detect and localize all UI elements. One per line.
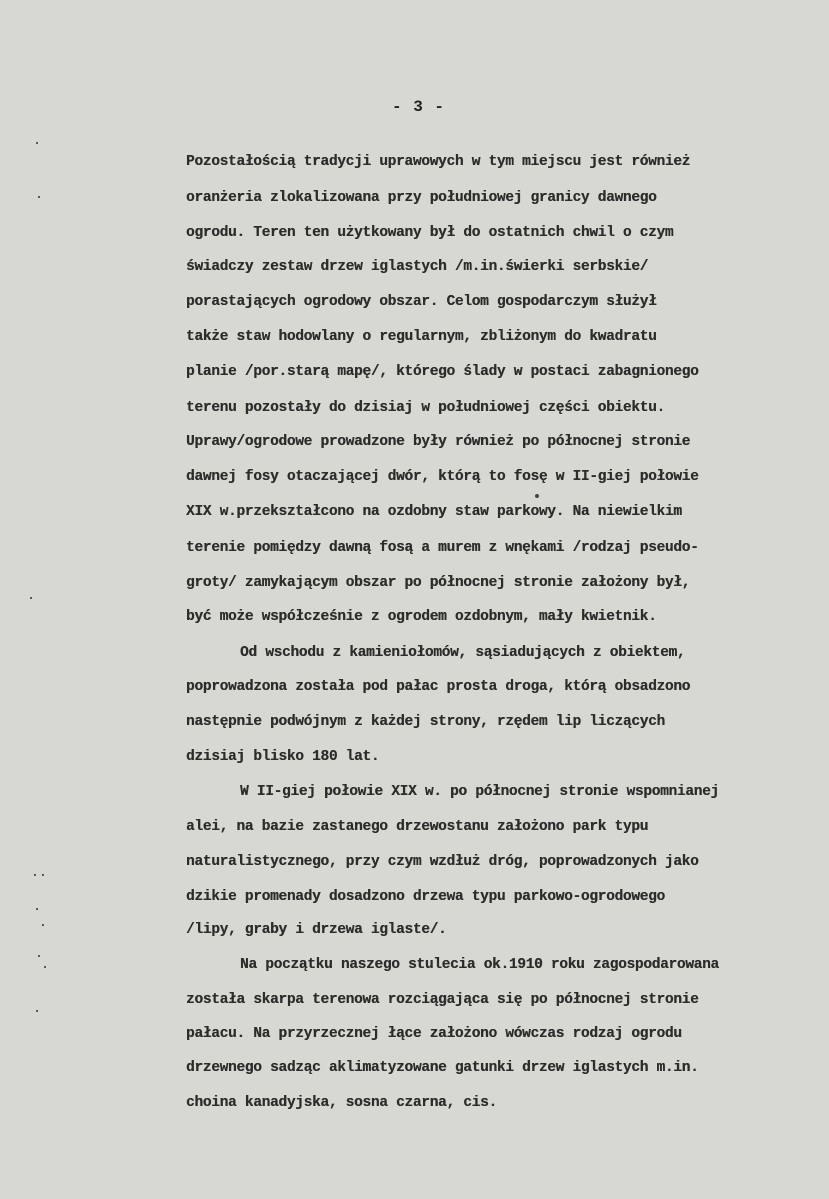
text-line: pałacu. Na przyrzecznej łące założono wówczas rodzaj ogrodu: [186, 1026, 682, 1042]
text-line: W II-giej połowie XIX w. po północnej stronie wspomnianej: [240, 784, 719, 800]
text-line: ogrodu. Teren ten użytkowany był do ostatnich chwil o czym: [186, 225, 674, 241]
text-line: planie /por.starą mapę/, którego ślady w postaci zabagnionego: [186, 364, 699, 380]
scan-speck: [36, 1010, 38, 1012]
scan-speck: [38, 196, 40, 198]
text-line: Na początku naszego stulecia ok.1910 roku zagospodarowana: [240, 957, 719, 973]
text-line: oranżeria zlokalizowana przy południowej granicy dawnego: [186, 190, 657, 206]
text-line: Od wschodu z kamieniołomów, sąsiadujących z obiektem,: [240, 645, 686, 661]
text-line: alei, na bazie zastanego drzewostanu założono park typu: [186, 819, 649, 835]
scan-speck: [34, 874, 36, 876]
text-line: /lipy, graby i drzewa iglaste/.: [186, 922, 447, 938]
text-line: dzikie promenady dosadzono drzewa typu parkowo-ogrodowego: [186, 889, 665, 905]
text-line: groty/ zamykającym obszar po północnej stronie założony był,: [186, 575, 691, 591]
page-number: - 3 -: [392, 98, 446, 116]
text-line: drzewnego sadząc aklimatyzowane gatunki drzew iglastych m.in.: [186, 1060, 699, 1076]
scan-speck: [36, 908, 38, 910]
text-line: została skarpa terenowa rozciągająca się po północnej stronie: [186, 992, 699, 1008]
text-line: świadczy zestaw drzew iglastych /m.in.świerki serbskie/: [186, 259, 649, 275]
text-line: także staw hodowlany o regularnym, zbliżonym do kwadratu: [186, 329, 657, 345]
text-line: być może współcześnie z ogrodem ozdobnym, mały kwietnik.: [186, 609, 657, 625]
text-line: następnie podwójnym z każdej strony, rzędem lip liczących: [186, 714, 665, 730]
text-line: naturalistycznego, przy czym wzdłuż dróg, poprowadzonych jako: [186, 854, 699, 870]
text-line: poprowadzona została pod pałac prosta droga, którą obsadzono: [186, 679, 691, 695]
text-line: XIX w.przekształcono na ozdobny staw parkowy. Na niewielkim: [186, 504, 682, 520]
text-line: Pozostałością tradycji uprawowych w tym miejscu jest również: [186, 154, 691, 170]
scan-speck: [42, 924, 44, 926]
scan-speck: [30, 597, 32, 599]
text-line: dzisiaj blisko 180 lat.: [186, 749, 380, 765]
scan-speck: [38, 955, 40, 957]
scan-speck: [44, 966, 46, 968]
text-line: porastających ogrodowy obszar. Celom gospodarczym służył: [186, 294, 657, 310]
text-line: Uprawy/ogrodowe prowadzone były również po północnej stronie: [186, 434, 691, 450]
text-line: terenu pozostały do dzisiaj w południowej części obiektu.: [186, 400, 665, 416]
scan-speck: [36, 142, 38, 144]
text-line: choina kanadyjska, sosna czarna, cis.: [186, 1095, 497, 1111]
text-line: dawnej fosy otaczającej dwór, którą to fosę w II-giej połowie: [186, 469, 699, 485]
scan-speck: [42, 874, 44, 876]
ink-mark: [535, 494, 539, 498]
text-line: terenie pomiędzy dawną fosą a murem z wnękami /rodzaj pseudo-: [186, 540, 699, 556]
